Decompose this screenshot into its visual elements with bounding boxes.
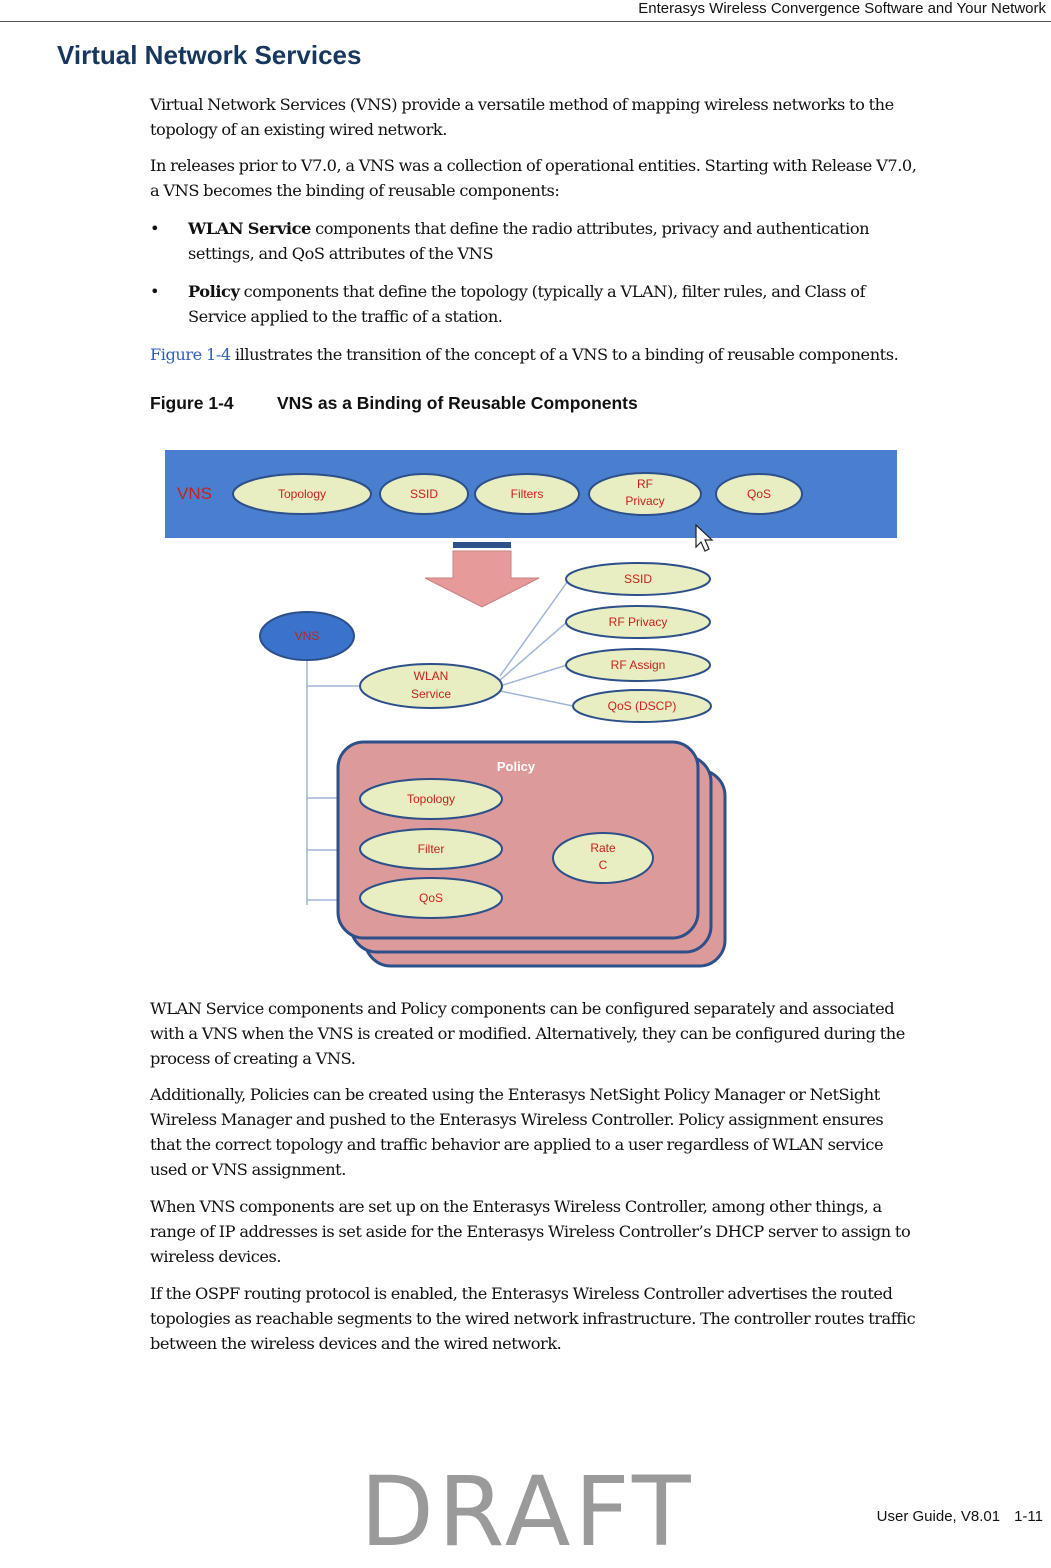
- text-line: Additionally, Policies can be created using the Enterasys NetSight Policy Manager or NetSight: [150, 1085, 880, 1104]
- draft-watermark: DRAFT: [360, 1456, 695, 1568]
- policy-title: Policy: [496, 759, 536, 774]
- text-line: Wireless Manager and pushed to the Enterasys Wireless Controller. Policy assignment ensures: [150, 1110, 884, 1129]
- banner-privacy-label: Privacy: [625, 494, 665, 508]
- paragraph-figure-ref: [150, 342, 1045, 367]
- banner-qos-label: QoS: [746, 487, 772, 501]
- text-line: range of IP addresses is set aside for the Enterasys Wireless Controller’s DHCP server to assign to: [150, 1222, 911, 1241]
- wlan-rf-assign-label: RF Assign: [610, 658, 666, 672]
- bullet-text: Service applied to the traffic of a station.: [188, 307, 503, 326]
- rate-label-2: C: [598, 858, 608, 872]
- banner-vns-label: VNS: [177, 484, 212, 503]
- figure-title: VNS as a Binding of Reusable Components: [277, 393, 638, 413]
- rate-label-1: Rate: [590, 841, 616, 855]
- bullet-text: components that define the radio attributes, privacy and authentication: [310, 219, 870, 238]
- wlan-to-qosdscp-line: [500, 691, 573, 706]
- bullet-term: Policy: [188, 282, 240, 301]
- section-title: Virtual Network Services: [57, 40, 362, 70]
- text-line: that the correct topology and traffic behavior are applied to a user regardless of WLAN service: [150, 1135, 884, 1154]
- figure-caption: [150, 393, 638, 414]
- text-line: between the wireless devices and the wired network.: [150, 1334, 562, 1353]
- bullet-symbol: •: [150, 219, 160, 238]
- page-footer: [877, 1508, 1043, 1525]
- vns-figure: [165, 448, 898, 974]
- header-rule: [0, 21, 1051, 22]
- paragraph-configuration: [150, 996, 1045, 1071]
- wlan-ssid-label: SSID: [623, 572, 653, 586]
- text-line: illustrates the transition of the concept of a VNS to a binding of reusable components.: [230, 345, 899, 364]
- text-line: with a VNS when the VNS is created or modified. Alternatively, they can be configured during the: [150, 1024, 905, 1043]
- text-line: If the OSPF routing protocol is enabled, the Enterasys Wireless Controller advertises the routed: [150, 1284, 893, 1303]
- wlan-to-rfprivacy-line: [500, 622, 567, 680]
- figure-number: Figure 1-4: [150, 393, 234, 413]
- vns-diagram: [165, 448, 898, 970]
- paragraph-ospf: [150, 1281, 1045, 1356]
- arrow-cap: [453, 542, 511, 548]
- figure-link[interactable]: Figure 1-4: [150, 345, 231, 364]
- text-line: topologies as reachable segments to the wired network infrastructure. The controller routes traffic: [150, 1309, 916, 1328]
- wlan-rf-privacy-label: RF Privacy: [608, 615, 668, 629]
- vns-node-label: VNS: [294, 629, 320, 643]
- text-line: Virtual Network Services (VNS) provide a versatile method of mapping wireless networks to the: [150, 95, 894, 114]
- text-line: WLAN Service components and Policy components can be configured separately and associated: [150, 999, 895, 1018]
- policy-qos-label: QoS: [418, 891, 444, 905]
- text-line: used or VNS assignment.: [150, 1160, 346, 1179]
- wlan-qos-dscp-label: QoS (DSCP): [607, 699, 677, 713]
- page-number: 1-11: [1014, 1508, 1043, 1525]
- wlan-service-label-1: WLAN: [413, 669, 449, 683]
- policy-topology-label: Topology: [406, 792, 456, 806]
- policy-filter-label: Filter: [417, 842, 445, 856]
- wlan-to-rfassign-line: [500, 665, 567, 686]
- text-line: In releases prior to V7.0, a VNS was a collection of operational entities. Starting with Release V7.0,: [150, 156, 917, 175]
- banner-ssid-label: SSID: [409, 487, 439, 501]
- paragraph-releases: [150, 153, 1045, 203]
- text-line: a VNS becomes the binding of reusable components:: [150, 181, 560, 200]
- bullet-text: settings, and QoS attributes of the VNS: [188, 244, 494, 263]
- bullet-term: WLAN Service: [188, 219, 311, 238]
- bullet-text: components that define the topology (typically a VLAN), filter rules, and Class of: [239, 282, 866, 301]
- text-line: When VNS components are set up on the Enterasys Wireless Controller, among other things, a: [150, 1197, 882, 1216]
- text-line: topology of an existing wired network.: [150, 120, 447, 139]
- text-line: wireless devices.: [150, 1247, 282, 1266]
- banner-topology-label: Topology: [277, 487, 327, 501]
- banner-filters-label: Filters: [510, 487, 544, 501]
- running-header: Enterasys Wireless Convergence Software and Your Network: [638, 0, 1046, 17]
- banner-rf-label: RF: [637, 477, 653, 491]
- wlan-service-label-2: Service: [410, 687, 452, 701]
- text-line: process of creating a VNS.: [150, 1049, 356, 1068]
- transition-arrow: [425, 551, 539, 607]
- paragraph-dhcp: [150, 1194, 1045, 1269]
- footer-guide: User Guide, V8.01: [876, 1508, 1001, 1525]
- bullet-symbol: •: [150, 282, 160, 301]
- paragraph-intro: [150, 92, 1045, 142]
- paragraph-policies: [150, 1082, 1045, 1182]
